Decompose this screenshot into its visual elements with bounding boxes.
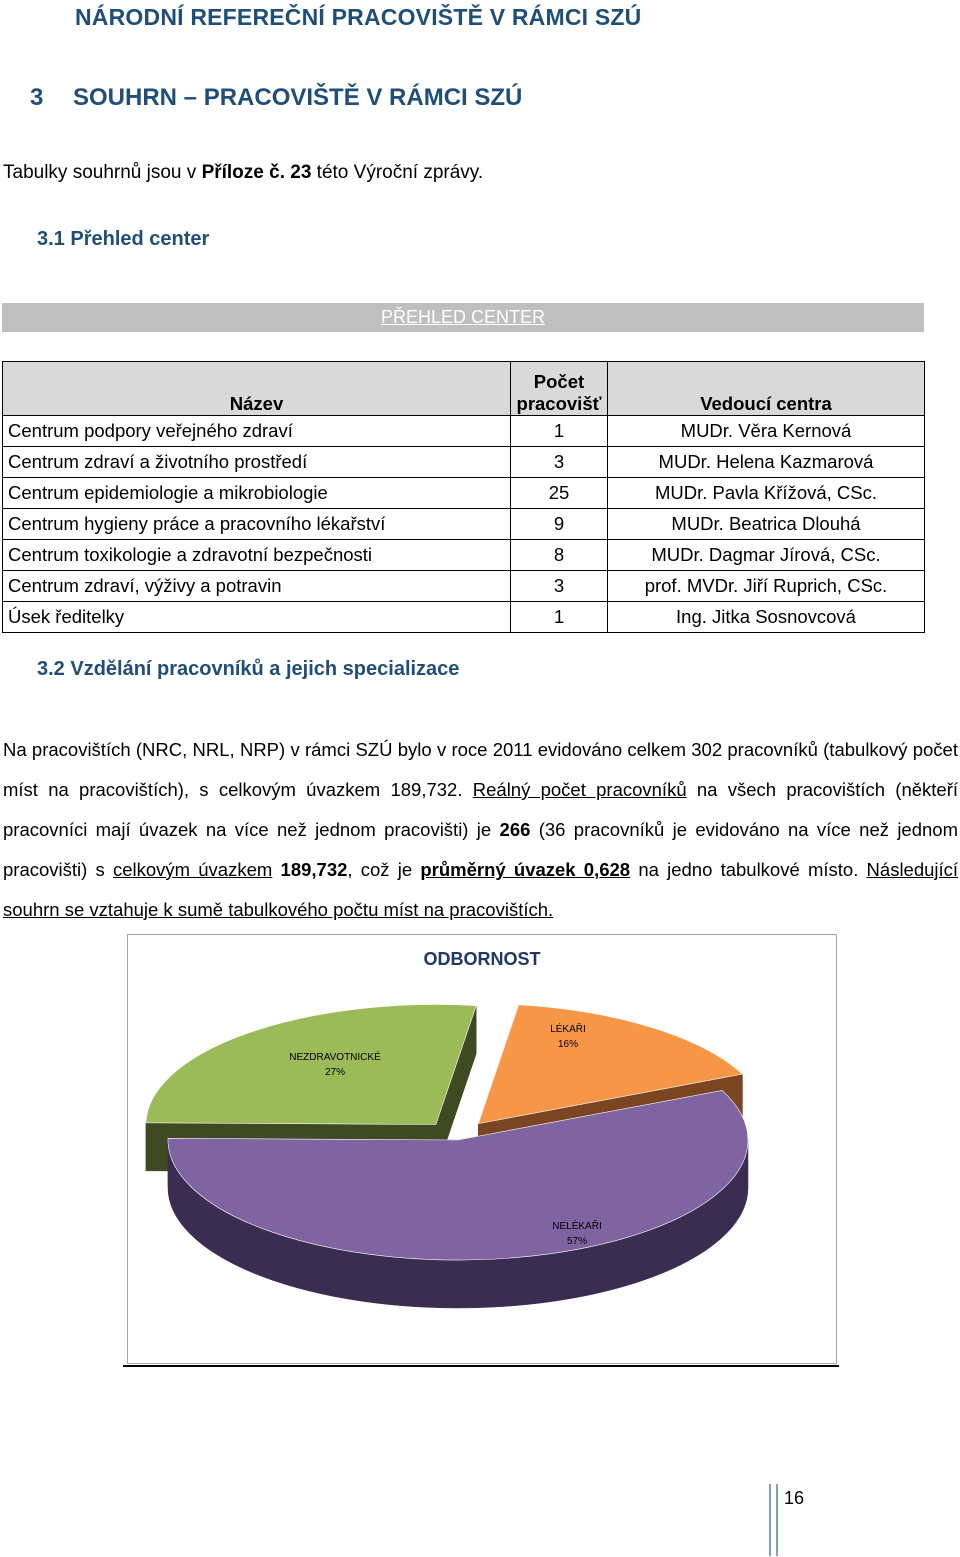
section-3-title: SOUHRN – PRACOVIŠTĚ V RÁMCI SZÚ bbox=[73, 84, 523, 111]
cell-name: Centrum epidemiologie a mikrobiologie bbox=[3, 478, 511, 509]
cell-name: Centrum hygieny práce a pracovního lékařství bbox=[3, 509, 511, 540]
cell-head: MUDr. Dagmar Jírová, CSc. bbox=[608, 540, 925, 571]
table-row bbox=[3, 478, 925, 509]
para-underline: Reálný počet pracovníků bbox=[472, 779, 687, 800]
body-paragraph bbox=[3, 730, 958, 930]
cell-count: 8 bbox=[511, 540, 608, 571]
para-underline: Následující souhrn se vztahuje k sumě tabulkového počtu míst na pracovištích. bbox=[3, 859, 959, 920]
chart-bottom-rule bbox=[123, 1365, 839, 1367]
pie-slice-nezdravotnicke bbox=[146, 1005, 476, 1125]
table-row bbox=[3, 571, 925, 602]
section-3-1-heading: 3.1 Přehled center bbox=[37, 228, 210, 250]
cell-head: MUDr. Pavla Křížová, CSc. bbox=[608, 478, 925, 509]
table-row bbox=[3, 602, 925, 633]
para-text: , což je bbox=[347, 859, 421, 880]
slice-value-lekari: 16% bbox=[557, 1039, 579, 1050]
page-number-bar bbox=[769, 1484, 778, 1556]
header-count bbox=[511, 362, 608, 416]
cell-head: MUDr. Věra Kernová bbox=[608, 416, 925, 447]
cell-head: Ing. Jitka Sosnovcová bbox=[608, 602, 925, 633]
cell-count: 3 bbox=[511, 571, 608, 602]
para-text: na jedno tabulkové místo. bbox=[630, 859, 867, 880]
header-head: Vedoucí centra bbox=[608, 362, 925, 416]
para-bold-underline: průměrný úvazek 0,628 bbox=[420, 859, 631, 880]
cell-name: Úsek ředitelky bbox=[3, 602, 511, 633]
cell-head: MUDr. Helena Kazmarová bbox=[608, 447, 925, 478]
para-underline: celkovým úvazkem bbox=[112, 859, 273, 880]
slice-label-lekari: LÉKAŘI bbox=[550, 1024, 586, 1035]
intro-appendix-ref: Příloze č. 23 bbox=[201, 162, 312, 183]
intro-pre: Tabulky souhrnů jsou v bbox=[3, 162, 202, 183]
centers-table bbox=[2, 361, 925, 633]
cell-count: 9 bbox=[511, 509, 608, 540]
page-number: 16 bbox=[784, 1488, 805, 1508]
para-bold: 189,732 bbox=[280, 859, 348, 880]
cell-count: 1 bbox=[511, 602, 608, 633]
intro-text bbox=[3, 162, 483, 184]
cell-name: Centrum toxikologie a zdravotní bezpečnosti bbox=[3, 540, 511, 571]
slice-value-nezdravotnicke: 27% bbox=[324, 1067, 346, 1078]
header-name: Název bbox=[3, 362, 511, 416]
slice-value-nelekari: 57% bbox=[566, 1236, 588, 1247]
section-3-heading bbox=[30, 84, 522, 112]
pie-chart bbox=[127, 934, 837, 1364]
table-banner: PŘEHLED CENTER bbox=[2, 303, 924, 332]
chart-title: ODBORNOST bbox=[423, 949, 541, 969]
section-3-2-heading: 3.2 Vzdělání pracovníků a jejich specializace bbox=[37, 658, 460, 680]
cell-name: Centrum podpory veřejného zdraví bbox=[3, 416, 511, 447]
para-text: (36 pracovníků je evidováno na více než jednom pracovišti) s bbox=[3, 819, 958, 880]
slice-label-nezdravotnicke: NEZDRAVOTNICKÉ bbox=[289, 1052, 381, 1063]
para-text: Na pracovištích (NRC, NRL, NRP) v rámci SZÚ bylo v roce 2011 evidováno celkem 302 pracovníků (tabulkový počet míst na pracovištích), s celkovým úvazkem 189,732. bbox=[3, 739, 958, 800]
intro-post: této Výroční zprávy. bbox=[311, 162, 484, 183]
header-count-line1: Počet bbox=[533, 371, 585, 392]
table-row bbox=[3, 447, 925, 478]
slice-label-nelekari: NELÉKAŘI bbox=[552, 1221, 602, 1232]
cell-name: Centrum zdraví, výživy a potravin bbox=[3, 571, 511, 602]
para-bold: 266 bbox=[499, 819, 531, 840]
table-row bbox=[3, 416, 925, 447]
cell-count: 25 bbox=[511, 478, 608, 509]
cell-count: 1 bbox=[511, 416, 608, 447]
para-text: na všech pracovištích (někteří pracovníci mají úvazek na více než jednom pracovišti) je bbox=[3, 779, 958, 840]
pie-chart-svg bbox=[128, 935, 836, 1363]
header-count-line2: pracovišť bbox=[516, 393, 602, 414]
page-header-title: NÁRODNÍ REFEREČNÍ PRACOVIŠTĚ V RÁMCI SZÚ bbox=[75, 4, 642, 30]
cell-name: Centrum zdraví a životního prostředí bbox=[3, 447, 511, 478]
cell-head: MUDr. Beatrica Dlouhá bbox=[608, 509, 925, 540]
table-row bbox=[3, 540, 925, 571]
section-3-number: 3 bbox=[30, 84, 44, 111]
para-text bbox=[272, 859, 280, 880]
cell-head: prof. MVDr. Jiří Ruprich, CSc. bbox=[608, 571, 925, 602]
table-row bbox=[3, 509, 925, 540]
table-header-row bbox=[3, 362, 925, 416]
cell-count: 3 bbox=[511, 447, 608, 478]
